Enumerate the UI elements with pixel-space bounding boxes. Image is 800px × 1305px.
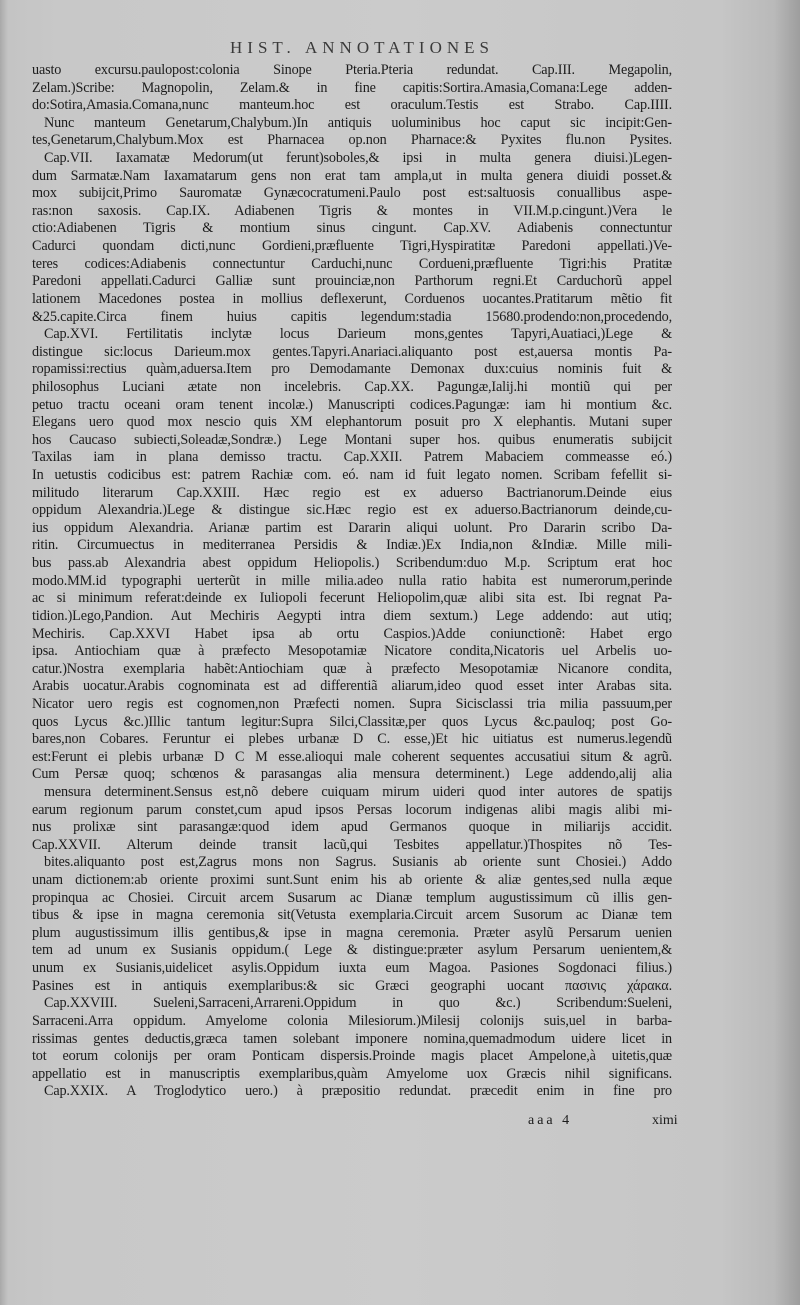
- text-line: ritin. Circumuectus in mediterranea Persidis & Indiæ.)Ex India,non &Indiæ. Mille mili-: [32, 537, 672, 554]
- text-line: nus prolixæ sint parasangæ:quod idem apud Germanos quoque in miliarijs accidit.: [32, 819, 672, 836]
- text-line: hos Caucaso subiecti,Soleadæ,Sondræ.) Lege Montani super hos. quibus enumeratis subijcit: [32, 431, 672, 448]
- text-line: Zelam.)Scribe: Magnopolin, Zelam.& in fine capitis:Sortira.Amasia,Comana:Lege adden-: [32, 79, 672, 96]
- running-head-right: ANNOTATIONES: [305, 38, 494, 57]
- text-line: tot eorum colonijs per oram Ponticam dispersis.Proinde magis placet Ampelone,à uitetis,quæ: [32, 1048, 672, 1065]
- text-line: ropamissi:rectius quàm,aduersa.Item pro Demodamante Demonax dux:cuius nominis fuit &: [32, 361, 672, 378]
- signature-mark: aaa 4: [528, 1113, 573, 1128]
- body-text: [32, 62, 672, 1101]
- text-line: petuo tractu oceani oram tenent incolæ.) Manuscripti codices.Pagungæ: iam hi montium &c.: [32, 396, 672, 413]
- text-line: Cap.VII. Iaxamatæ Medorum(ut ferunt)soboles,& ipsi in multa genera diuisi.)Legen-: [44, 150, 672, 167]
- text-line: militudo literarum Cap.XXIII. Hæc regio est ex aduerso Bactrianorum.Deinde eius: [32, 484, 672, 501]
- text-line: bites.aliquanto post est,Zagrus mons non Sagrus. Susianis ab oriente sunt Chosiei.) Addo: [44, 854, 672, 871]
- running-head-left: HIST.: [230, 38, 296, 57]
- text-line: mensura determinent.Sensus est,nõ debere cuiquam mirum uideri quod inter autores de spatijs: [44, 783, 672, 800]
- text-line: Cap.XVI. Fertilitatis inclytæ locus Darieum mons,gentes Tapyri,Auatiaci,)Lege &: [44, 326, 672, 343]
- text-line: teres codices:Adiabenis connectuntur Carduchi,nunc Cordueni,præfluente Tigri:his Pratitæ: [32, 255, 672, 272]
- text-line: Cadurci quondam dicti,nunc Gordieni,præfluente Tigri,Hyspiratitæ Paredoni appellati.)Ve-: [32, 238, 672, 255]
- text-line: oppidum Alexandria.)Lege & distingue sic.Hæc regio est ex aduerso.Bactrianorum deinde,cu-: [32, 502, 672, 519]
- text-line: Arabis uocatur.Arabis cognominata est ad differentiã aliarum,ideo quod esset inter Arabas sita.: [32, 678, 672, 695]
- text-line: ius oppidum Alexandria. Arianæ partim est Dararin aliqui uolunt. Pro Dararin scribo Da-: [32, 519, 672, 536]
- text-line: catur.)Nostra exemplaria habẽt:Antiochiam quæ à præfecto Mesopotamiæ Nicanore condita,: [32, 660, 672, 677]
- text-line: Nicator uero regis est cognomen,non Præfecti nomen. Supra Sicisclassi tria milia passuum,per: [32, 695, 672, 712]
- text-line: Elegans uero quod mox nescio quis XM elephantorum posuit pro X elephantis. Mutani super: [32, 414, 672, 431]
- text-line: In uetustis codicibus est: patrem Rachiæ com. eó. nam id fuit legato nomen. Scribam fefellit si-: [32, 467, 672, 484]
- text-line: tidion.)Lego,Pandion. Aut Mechiris Aegypti intra diem sextum.) Lege addendo: aut utiq;: [32, 607, 672, 624]
- gutter-shadow: [774, 0, 800, 1305]
- text-line: ctio:Adiabenen Tigris & montium sinus cingunt. Cap.XV. Adiabenis connectuntur: [32, 220, 672, 237]
- page-footer: [0, 1113, 800, 1133]
- text-line: Mechiris. Cap.XXVI Habet ipsa ab ortu Caspios.)Adde coniunctionẽ: Habet ergo: [32, 625, 672, 642]
- catchword: ximi: [652, 1113, 678, 1128]
- text-line: distingue sic:locus Darieum.mox gentes.Tapyri.Anariaci.aliquanto post est,auersa montis Pa-: [32, 343, 672, 360]
- text-line: uasto excursu.paulopost:colonia Sinope Pteria.Pteria redundat. Cap.III. Megapolin,: [32, 62, 672, 78]
- text-line: est:Ferunt ei plebis urbanæ D C M esse.alioqui male coherent sequentes accusatiui situm & agrũ.: [32, 748, 672, 765]
- text-line: plum augustissimum illis gentibus,& ipse in magna ceremonia. Præter asylũ Persarum uenien: [32, 924, 672, 941]
- text-line: Paredoni appellati.Cadurci Galliæ sunt prouinciæ,non Parthorum regni.Et Carduchorũ appel: [32, 273, 672, 290]
- text-line: ac si minimum referat:deinde ex Iuliopoli fecerunt Heliopolim,quæ alibi sita est. Ibi regnat Pa-: [32, 590, 672, 607]
- text-line: unum ex Susianis,uidelicet asylis.Oppidum iuxta eum Magoa. Pasiones Sogdonaci filius.): [32, 960, 672, 977]
- text-line: mox subijcit,Primo Sauromatæ Gynæcocratumeni.Paulo post est:saltuosis conuallibus aspe-: [32, 185, 672, 202]
- text-line: Cap.XXIX. A Troglodytico uero.) à præpositio redundat. præcedit enim in fine pro: [44, 1083, 672, 1100]
- text-line: Pasines est in antiquis exemplaribus:& sic Græci geographi uocant πασινις χάρακα.: [32, 977, 672, 994]
- text-line: Sarraceni.Arra oppidum. Amyelome colonia Milesiorum.)Milesij colonijs suis,uel in barba-: [32, 1012, 672, 1029]
- text-line: rissimas gentes deductis,græca tamen solebant imponere nomina,quemadmodum uidere licet in: [32, 1030, 672, 1047]
- text-line: do:Sotira,Amasia.Comana,nunc manteum.hoc est oraculum.Testis est Strabo. Cap.IIII.: [32, 97, 672, 114]
- text-line: Cum Persæ quoq; schœnos & parasangas alia mensura determinent.) Lege addendo,alij alia: [32, 766, 672, 783]
- text-line: lationem Macedones postea in mollius deflexerunt, Corduenos uocantes.Pratitarum mẽtio fit: [32, 290, 672, 307]
- text-line: ras:non saxosis. Cap.IX. Adiabenen Tigris & montes in VII.M.p.cingunt.)Vera le: [32, 202, 672, 219]
- text-line: bares,non Cobares. Feruntur ei plebes urbanæ D C. esse,)Et hic uitiatus est numerus.legendũ: [32, 731, 672, 748]
- text-line: bus pass.ab Alexandria abest oppidum Heliopolis.) Scribendum:duo M.p. Scriptum erat hoc: [32, 555, 672, 572]
- text-line: Nunc manteum Genetarum,Chalybum.)In antiquis uoluminibus hoc caput sic incipit:Gen-: [44, 114, 672, 131]
- text-line: quos Lycus &c.)Illic tantum legitur:Supra Silci,Classitæ,per quos Lycus &c.pauloq; post Go-: [32, 713, 672, 730]
- text-line: tem ad unum ex Susianis oppidum.( Lege & distingue:præter asylum Persarum uenientem,&: [32, 942, 672, 959]
- text-line: tibus & ipse in magna ceremonia sit(Vetusta exemplaria.Circuit arcem Susorum ac Dianæ tem: [32, 907, 672, 924]
- text-line: Cap.XXVII. Alterum deinde transit lacũ,qui Tesbites appellatur.)Thospites nõ Tes-: [32, 836, 672, 853]
- text-line: ipsa. Antiochiam quæ à præfecto Mesopotamiæ Nicatore condita,Nicatoris uel Arbelis uo-: [32, 643, 672, 660]
- text-line: Taxilas iam in plana demisso tractu. Cap.XXII. Patrem Mabaciem commeasse eó.): [32, 449, 672, 466]
- text-line: dum Sarmatæ.Nam Iaxamatarum gens non erat tam ampla,ut in multa genera diuidi posset.&: [32, 167, 672, 184]
- text-line: philosophus Luciani ætate non incelebris. Cap.XX. Pagungæ,Ialij.hi montiũ qui per: [32, 378, 672, 395]
- text-line: &25.capite.Circa finem huius capitis legendum:stadia 15680.prodendo:non,procedendo,: [32, 308, 672, 325]
- text-line: Cap.XXVIII. Sueleni,Sarraceni,Arrareni.Oppidum in quo &c.) Scribendum:Sueleni,: [44, 995, 672, 1012]
- text-line: appellatio est in manuscriptis exemplaribus,quàm Amyelome uox Græcis nihil significans.: [32, 1065, 672, 1082]
- text-line: unam dictionem:ab oriente proximi sunt.Sunt enim his ab oriente & aliæ gentes,sed nulla æque: [32, 872, 672, 889]
- text-line: tes,Genetarum,Chalybum.Mox est Pharnacea op.non Pharnace:& Pyxites flu.non Pysites.: [32, 132, 672, 149]
- text-line: earum regionum parum constet,cum apud ipsos Persas locorum indigenas alibi magis alibi mi-: [32, 801, 672, 818]
- text-line: propinqua ac Chosiei. Circuit arcem Susarum ac Dianæ templum augustissimum cũ illis gen-: [32, 889, 672, 906]
- text-line: modo.MM.id typographi uerterũt in mille milia.adeo nulla ratio habita est numerorum,perinde: [32, 572, 672, 589]
